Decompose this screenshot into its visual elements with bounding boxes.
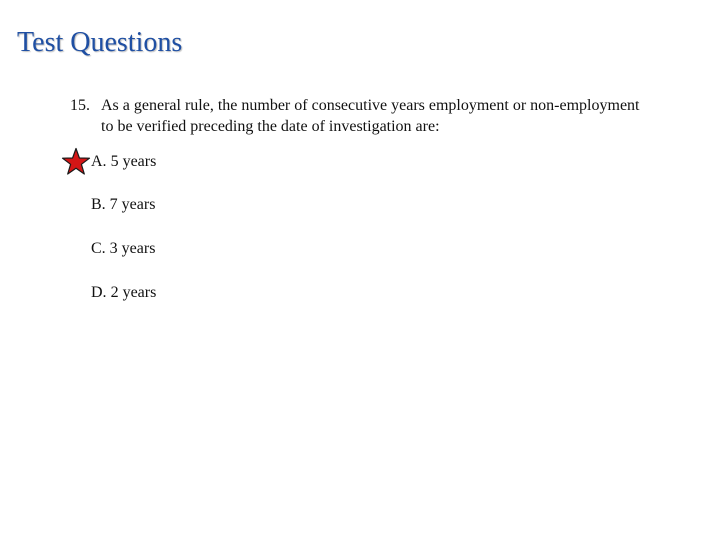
question-number: 15.: [70, 97, 90, 114]
answer-value: 2: [110, 284, 119, 301]
answer-value: 3: [109, 240, 118, 257]
question-text-line-1: As a general rule, the number of consecutive years employment or non-employment: [101, 97, 640, 114]
star-icon: [61, 147, 91, 176]
question-line-1: [70, 95, 715, 116]
answer-unit: years: [121, 196, 156, 213]
question-line-2: [70, 116, 715, 137]
answer-option-d[interactable]: [91, 283, 156, 303]
answer-letter: B.: [91, 196, 106, 213]
answer-unit: years: [121, 240, 156, 257]
answer-option-a[interactable]: [91, 152, 156, 172]
answer-value: 5: [110, 153, 119, 170]
question-text-line-2: to be verified preceding the date of investigation are:: [101, 118, 440, 135]
answer-option-b[interactable]: [91, 195, 155, 215]
answer-unit: years: [122, 284, 157, 301]
question: [70, 95, 715, 137]
slide-title: Test Questions: [17, 27, 183, 58]
answer-option-c[interactable]: [91, 239, 155, 259]
answer-value: 7: [109, 196, 118, 213]
answer-letter: D.: [91, 284, 107, 301]
correct-answer-star: [63, 149, 90, 175]
answer-unit: years: [122, 153, 157, 170]
answer-letter: A.: [91, 153, 107, 170]
answer-letter: C.: [91, 240, 106, 257]
